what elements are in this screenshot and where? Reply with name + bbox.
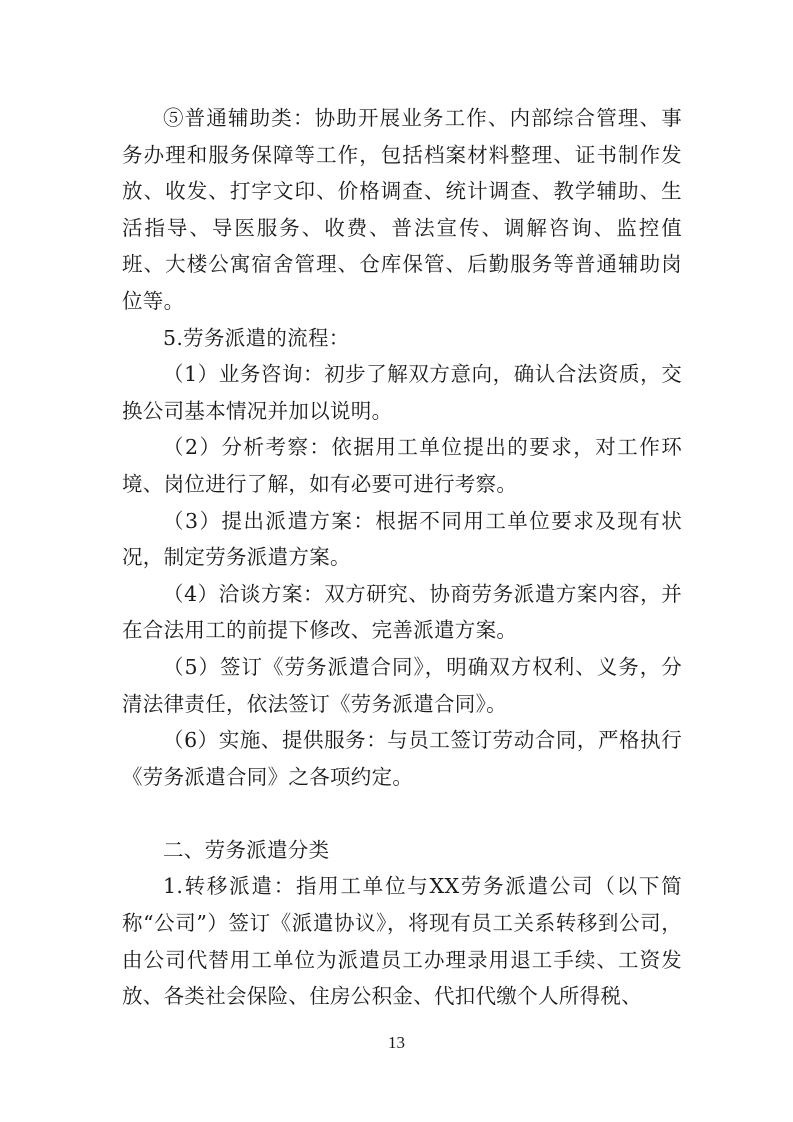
section-spacer <box>122 795 682 832</box>
paragraph-general-auxiliary: ⑤普通辅助类：协助开展业务工作、内部综合管理、事务办理和服务保障等工作，包括档案材料整理、证书制作发放、收发、打字文印、价格调查、统计调查、教学辅助、生活指导、导医服务、收费、普法宣传、调解咨询、监控值班、大楼公寓宿舍管理、仓库保管、后勤服务等普通辅助岗位等。 <box>122 106 682 313</box>
page-number: 13 <box>388 1033 405 1052</box>
paragraph-step-6: （6）实施、提供服务：与员工签订劳动合同，严格执行《劳务派遣合同》之各项约定。 <box>122 728 682 789</box>
paragraph-process-heading: 5.劳务派遣的流程： <box>163 325 350 350</box>
paragraph-step-5: （5）签订《劳务派遣合同》，明确双方权利、义务，分清法律责任，依法签订《劳务派遣合同》。 <box>122 654 682 716</box>
paragraph-step-3: （3）提出派遣方案：根据不同用工单位要求及现有状况，制定劳务派遣方案。 <box>122 508 682 570</box>
paragraph-transfer-dispatch: 1.转移派遣：指用工单位与XX劳务派遣公司（以下简称“公司”）签订《派遣协议》，将现有员工关系转移到公司，由公司代替用工单位为派遣员工办理录用退工手续、工资发放、各类社会保险、住房公积金、代扣代缴个人所得税、 <box>122 874 682 1009</box>
paragraph-step-1: （1）业务咨询：初步了解双方意向，确认合法资质，交换公司基本情况并加以说明。 <box>122 362 682 423</box>
body-text <box>122 100 682 1015</box>
section-heading: 二、劳务派遣分类 <box>163 837 330 862</box>
paragraph-step-2: （2）分析考察：依据用工单位提出的要求，对工作环境、岗位进行了解，如有必要可进行考察。 <box>122 435 682 496</box>
paragraph-step-4: （4）洽谈方案：双方研究、协商劳务派遣方案内容，并在合法用工的前提下修改、完善派遣方案。 <box>122 581 682 643</box>
